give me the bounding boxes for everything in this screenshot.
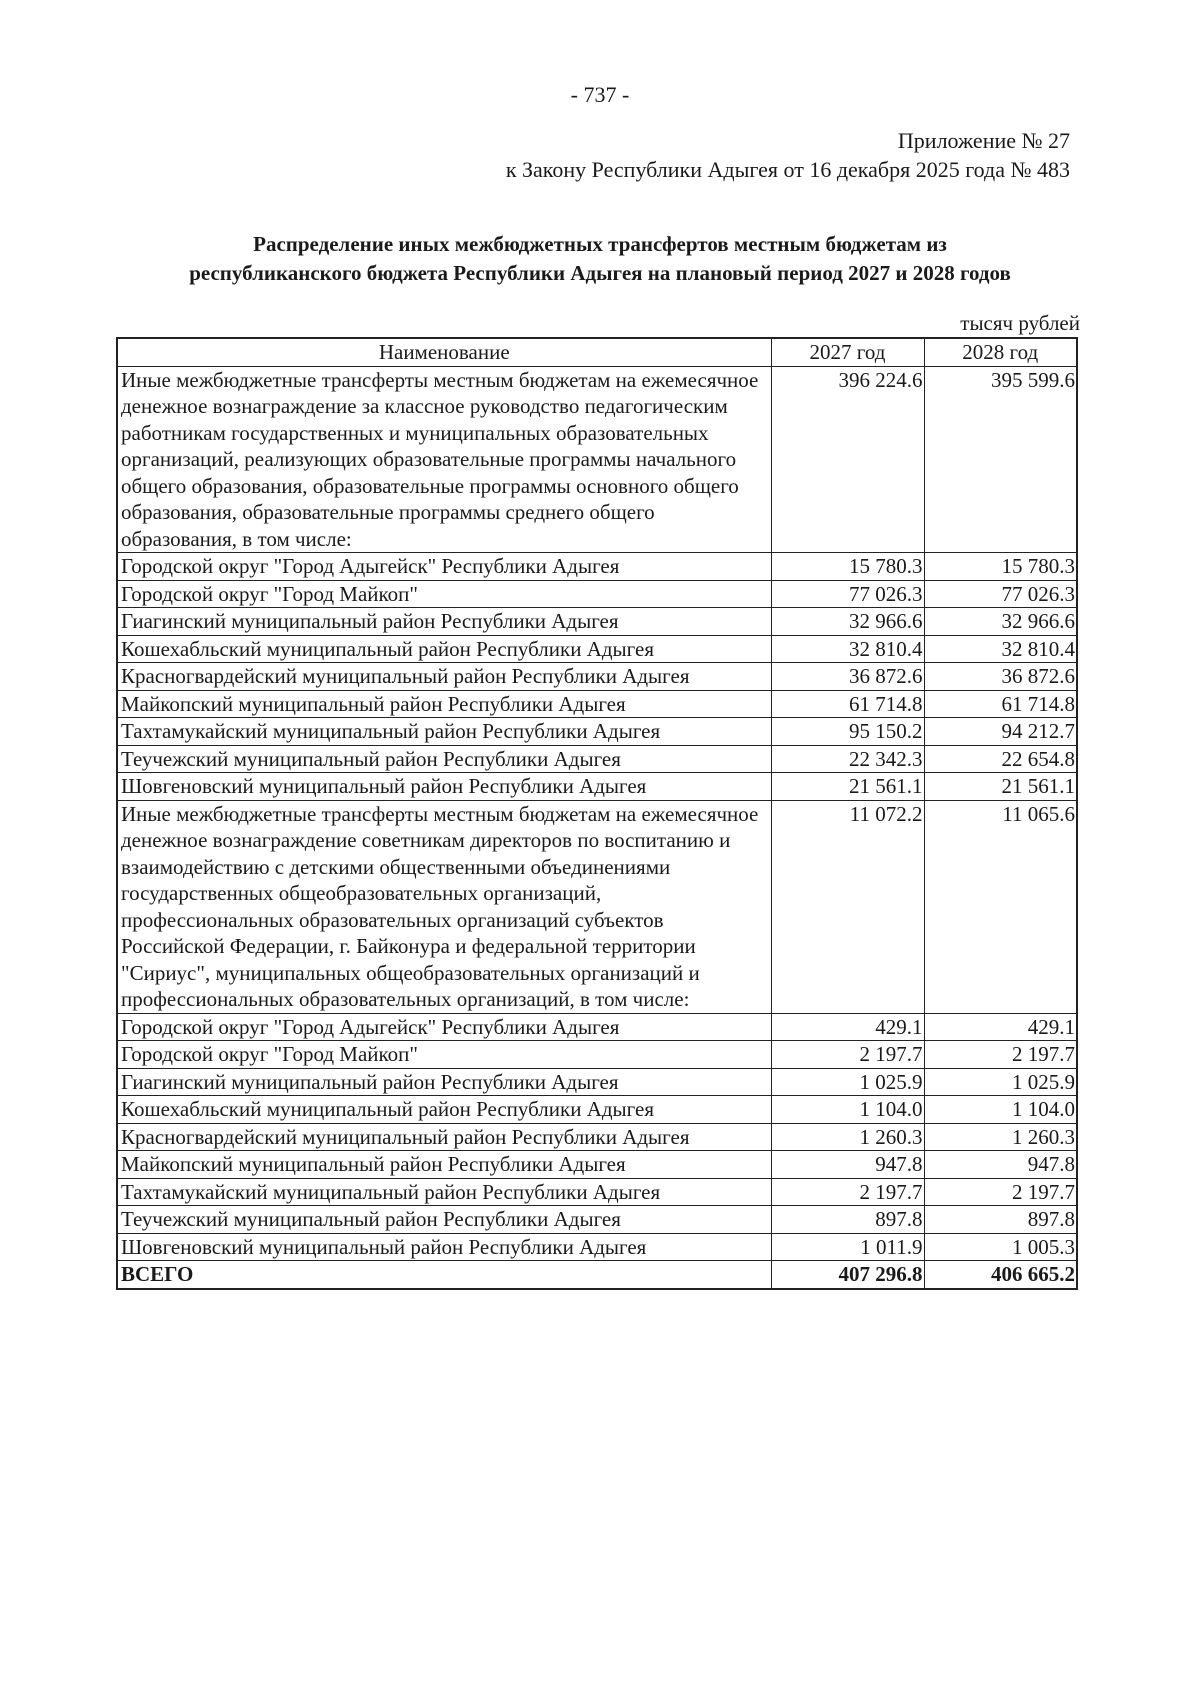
row-value-2028: 2 197.7	[924, 1041, 1077, 1069]
row-value-2027: 1 104.0	[771, 1096, 924, 1124]
row-name-cell: Теучежский муниципальный район Республики Адыгея	[117, 745, 771, 773]
row-name-cell: Иные межбюджетные трансферты местным бюджетам на ежемесячное денежное вознаграждение за классное руководство педагогическим работникам государственных и муниципальных образовательных организаций, реализующих образовательные программы начального общего образования, образовательные программы основного общего образования, образовательные программы среднего общего образования, в том числе:	[117, 366, 771, 553]
row-value-2028: 32 966.6	[924, 608, 1077, 636]
title-line-2: республиканского бюджета Республики Адыгея на плановый период 2027 и 2028 годов	[189, 261, 1011, 285]
row-name-cell: Городской округ "Город Адыгейск" Республики Адыгея	[117, 553, 771, 581]
appendix-law-reference: к Закону Республики Адыгея от 16 декабря 2025 года № 483	[505, 157, 1070, 182]
table-row	[117, 1041, 1077, 1069]
table-row	[117, 1096, 1077, 1124]
row-name-cell: Теучежский муниципальный район Республики Адыгея	[117, 1206, 771, 1234]
row-value-2028: 36 872.6	[924, 663, 1077, 691]
row-value-2027: 1 011.9	[771, 1233, 924, 1261]
row-name-cell: Красногвардейский муниципальный район Республики Адыгея	[117, 663, 771, 691]
row-name-cell: Шовгеновский муниципальный район Республики Адыгея	[117, 773, 771, 801]
table-row	[117, 608, 1077, 636]
table-row	[117, 690, 1077, 718]
row-value-2028: 61 714.8	[924, 690, 1077, 718]
row-value-2027: 21 561.1	[771, 773, 924, 801]
row-value-2027: 22 342.3	[771, 745, 924, 773]
transfers-table	[116, 337, 1078, 1290]
row-name-cell: Кошехабльский муниципальный район Республики Адыгея	[117, 1096, 771, 1124]
row-value-2028: 1 104.0	[924, 1096, 1077, 1124]
row-value-2028: 94 212.7	[924, 718, 1077, 746]
row-name-cell: Шовгеновский муниципальный район Республики Адыгея	[117, 1233, 771, 1261]
table-row	[117, 635, 1077, 663]
row-value-2027: 1 025.9	[771, 1068, 924, 1096]
row-value-2028: 1 260.3	[924, 1123, 1077, 1151]
table-row	[117, 1178, 1077, 1206]
row-name-cell: Городской округ "Город Майкоп"	[117, 580, 771, 608]
row-value-2027: 2 197.7	[771, 1178, 924, 1206]
row-name-cell: Иные межбюджетные трансферты местным бюджетам на ежемесячное денежное вознаграждение советникам директоров по воспитанию и взаимодействию с детскими общественными объединениями государственных общеобразовательных организаций, профессиональных образовательных организаций субъектов Российской Федерации, г. Байконура и федеральной территории "Сириус", муниципальных общеобразовательных организаций и профессиональных образовательных организаций, в том числе:	[117, 800, 771, 1013]
table-row	[117, 718, 1077, 746]
row-name-cell: Тахтамукайский муниципальный район Республики Адыгея	[117, 718, 771, 746]
units-label: тысяч рублей	[960, 311, 1080, 335]
table-row	[117, 366, 1077, 553]
table-row	[117, 580, 1077, 608]
table-header-row	[117, 338, 1077, 366]
row-name-cell: Майкопский муниципальный район Республики Адыгея	[117, 690, 771, 718]
row-value-2027: 396 224.6	[771, 366, 924, 553]
table-total-row	[117, 1261, 1077, 1289]
row-value-2028: 22 654.8	[924, 745, 1077, 773]
row-value-2027: 429.1	[771, 1013, 924, 1041]
row-value-2027: 77 026.3	[771, 580, 924, 608]
row-value-2027: 15 780.3	[771, 553, 924, 581]
row-value-2028: 15 780.3	[924, 553, 1077, 581]
row-value-2028: 2 197.7	[924, 1178, 1077, 1206]
row-name-cell: Майкопский муниципальный район Республики Адыгея	[117, 1151, 771, 1179]
table-row	[117, 745, 1077, 773]
table-row	[117, 1013, 1077, 1041]
row-value-2027: 2 197.7	[771, 1041, 924, 1069]
row-value-2027: 32 810.4	[771, 635, 924, 663]
row-value-2027: 95 150.2	[771, 718, 924, 746]
appendix-label: Приложение № 27	[897, 128, 1070, 153]
row-name-cell: Городской округ "Город Адыгейск" Республики Адыгея	[117, 1013, 771, 1041]
row-value-2028: 1 005.3	[924, 1233, 1077, 1261]
row-value-2027: 897.8	[771, 1206, 924, 1234]
row-value-2028: 429.1	[924, 1013, 1077, 1041]
row-name-cell: Гиагинский муниципальный район Республики Адыгея	[117, 1068, 771, 1096]
row-value-2027: 32 966.6	[771, 608, 924, 636]
row-value-2028: 395 599.6	[924, 366, 1077, 553]
row-value-2028: 32 810.4	[924, 635, 1077, 663]
row-value-2028: 11 065.6	[924, 800, 1077, 1013]
row-value-2028: 947.8	[924, 1151, 1077, 1179]
row-value-2028: 77 026.3	[924, 580, 1077, 608]
table-body	[117, 366, 1077, 1289]
row-value-2028: 21 561.1	[924, 773, 1077, 801]
table-row	[117, 553, 1077, 581]
row-value-2028: 897.8	[924, 1206, 1077, 1234]
row-name-cell: ВСЕГО	[117, 1261, 771, 1289]
row-value-2027: 36 872.6	[771, 663, 924, 691]
table-row	[117, 1123, 1077, 1151]
row-value-2027: 407 296.8	[771, 1261, 924, 1289]
row-value-2027: 11 072.2	[771, 800, 924, 1013]
row-name-cell: Красногвардейский муниципальный район Республики Адыгея	[117, 1123, 771, 1151]
table-row	[117, 773, 1077, 801]
row-name-cell: Городской округ "Город Майкоп"	[117, 1041, 771, 1069]
table-row	[117, 800, 1077, 1013]
row-value-2027: 1 260.3	[771, 1123, 924, 1151]
table-row	[117, 1068, 1077, 1096]
row-name-cell: Тахтамукайский муниципальный район Республики Адыгея	[117, 1178, 771, 1206]
row-value-2027: 947.8	[771, 1151, 924, 1179]
row-name-cell: Кошехабльский муниципальный район Республики Адыгея	[117, 635, 771, 663]
table-row	[117, 1206, 1077, 1234]
title-line-1: Распределение иных межбюджетных трансфертов местным бюджетам из	[253, 232, 947, 256]
row-value-2027: 61 714.8	[771, 690, 924, 718]
row-value-2028: 1 025.9	[924, 1068, 1077, 1096]
column-header-2027: 2027 год	[771, 338, 924, 366]
document-title	[100, 230, 1100, 288]
page-number: - 737 -	[570, 82, 630, 107]
column-header-name: Наименование	[117, 338, 771, 366]
row-name-cell: Гиагинский муниципальный район Республики Адыгея	[117, 608, 771, 636]
table-row	[117, 663, 1077, 691]
table-row	[117, 1151, 1077, 1179]
row-value-2028: 406 665.2	[924, 1261, 1077, 1289]
table-row	[117, 1233, 1077, 1261]
column-header-2028: 2028 год	[924, 338, 1077, 366]
